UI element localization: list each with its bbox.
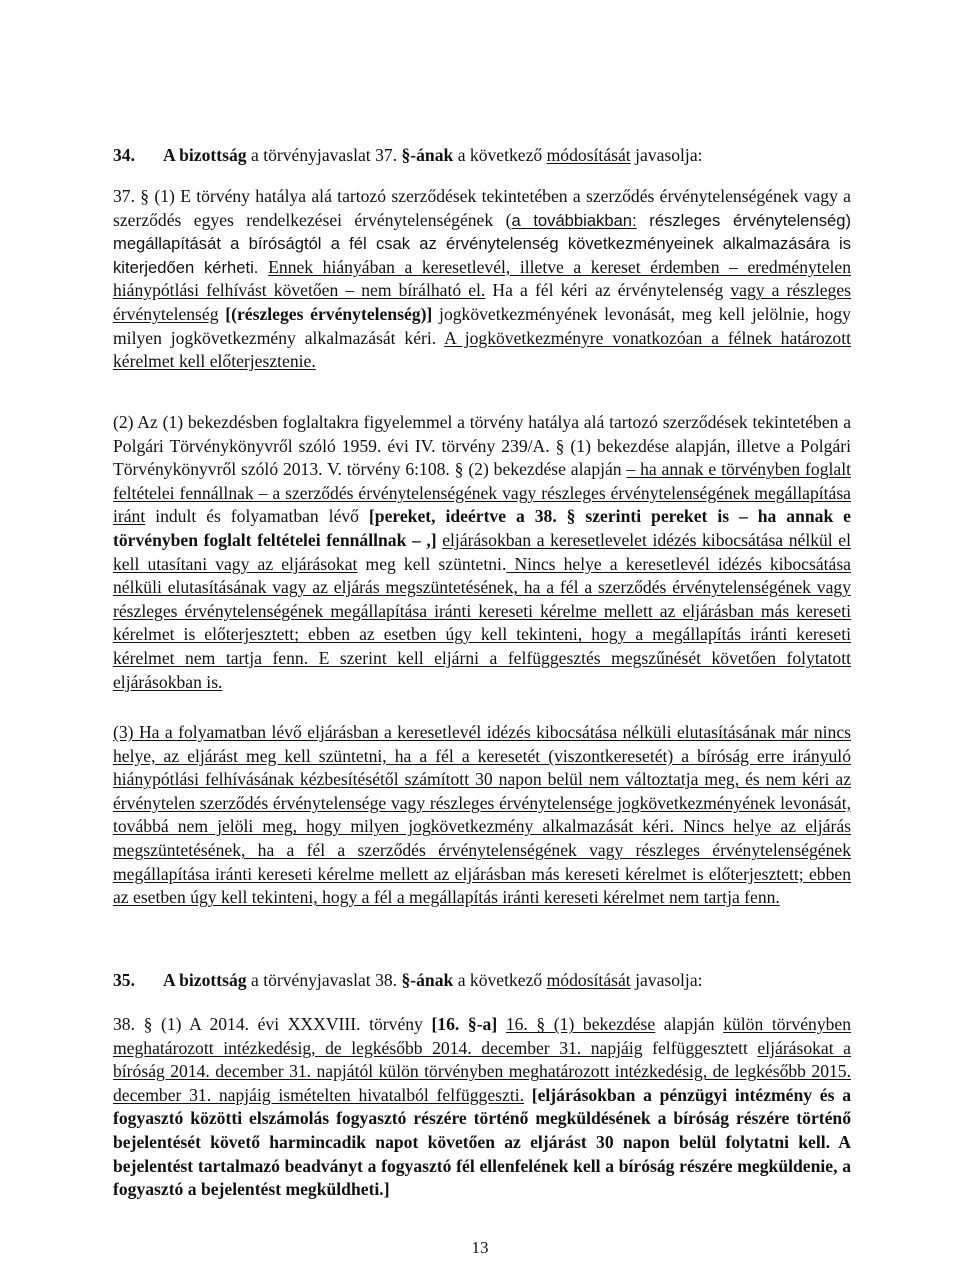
- paragraph-38-1: [113, 1013, 851, 1202]
- heading-text: javasolja:: [635, 970, 703, 990]
- amendment-35-heading: [113, 968, 851, 992]
- text-run: jogkövetkezményének levonását, meg kell jelölnie, hogy milyen jogkövetkezmény alkalmazását kéri.: [113, 303, 851, 348]
- heading-text: a törvényjavaslat 37.: [250, 145, 398, 165]
- heading-text: a következő: [457, 145, 543, 165]
- paragraph-37-3: [113, 721, 851, 910]
- inserted-text: külön törvényben meghatározott intézkedésig, de legkésőbb 2014. december 31. napjáig: [113, 1014, 852, 1058]
- amendment-34-heading: [113, 143, 851, 167]
- committee-label: A bizottság: [163, 970, 247, 990]
- deleted-text: [16. §-a]: [431, 1014, 498, 1034]
- paragraph-37-2: [113, 411, 851, 694]
- paragraph-37-1: [113, 185, 851, 374]
- text-run: Ha a fél kéri az érvénytelenség: [485, 280, 731, 301]
- text-run: meg kell szüntetni.: [357, 553, 507, 574]
- modification-word: módosítását: [546, 970, 631, 990]
- inserted-text: 16. § (1) bekezdése: [505, 1014, 656, 1034]
- inserted-text: Nincs helye a keresetlevél idézés kibocsátása nélküli elutasításának vagy az eljárás megszüntetésének, ha a fél a szerződés érvénytelenségének vagy részleges érvénytelenségének megállapítása iránti kereseti kérelme mellett az eljárásban más kereseti kérelmet is előterjesztett; ebben az esetben úgy kell tekinteni, hogy a megállapítás iránti kereseti kérelmet nem tartja fenn. E szerint kell eljárni a felfüggesztés megszűnését követően folytatott eljárásokban is.: [113, 553, 851, 692]
- heading-text: javasolja:: [635, 145, 703, 165]
- page-number: 13: [471, 1238, 489, 1257]
- deleted-text: [(részleges érvénytelenség)]: [218, 303, 433, 324]
- text-run: részleges érvénytelenség) megállapítását a bíróságtól a fél csak az érvénytelenség következményeinek alkalmazására is kiterjedően kérheti.: [113, 210, 852, 277]
- text-run: indult és folyamatban lévő: [145, 506, 369, 527]
- inserted-text: eljárásokat a bíróság 2014. december 31. napjától külön törvényben meghatározott intézkedésig, de legkésőbb 2015. december 31. napjáig ismételten hivatalból felfüggeszti.: [113, 1037, 851, 1105]
- inserted-text: vagy a részleges érvénytelenség: [113, 280, 852, 324]
- item-number: 35.: [113, 970, 135, 990]
- section-ref: §-ának: [401, 145, 454, 165]
- text-run: [497, 1014, 506, 1034]
- committee-label: A bizottság: [163, 145, 247, 165]
- inserted-text: A jogkövetkezményre vonatkozóan a félnek határozott kérelmet kell előterjesztenie.: [113, 327, 851, 372]
- text-run: (2) Az (1) bekezdésben foglaltakra figyelemmel a törvény hatálya alá tartozó szerződések tekintetében a Polgári Törvénykönyvről szóló 1959. évi IV. törvény 239/A. § (1) bekezdése alapján, illetve a Polgári Törvénykönyvről szóló 2013. V. törvény 6:108. § (2) bekezdése alapján: [113, 412, 851, 480]
- section-ref: §-ának: [401, 970, 454, 990]
- inserted-text: (3) Ha a folyamatban lévő eljárásban a keresetlevél idézés kibocsátása nélküli elutasításának már nincs helye, az eljárást meg kell szüntetni, ha a fél a keresetét (viszontkeresetét) a bíróság erre irányuló hiánypótlási felhívásának kézbesítésétől számított 30 napon belül nem változtatja meg, és nem kéri az érvénytelen szerződés érvénytelensége vagy részleges érvénytelensége jogkövetkezményének levonását, továbbá nem jelöli meg, hogy milyen jogkövetkezmény alkalmazását kéri. Nincs helye az eljárás megszüntetésének, ha a fél a szerződés érvénytelenségének vagy részleges érvénytelenségének megállapítása iránti kereseti kérelme mellett az eljárásban más kereseti kérelmet is előterjesztett; ebben az esetben úgy kell tekinteni, hogy a fél a megállapítás iránti kereseti kérelmet nem tartja fenn.: [113, 722, 851, 908]
- text-run: 37. § (1) E törvény hatálya alá tartozó szerződések tekintetében a szerződés érvénytelenségének vagy a szerződés egyes rendelkezései érvénytelenségének (: [113, 186, 851, 230]
- item-number: 34.: [113, 145, 135, 165]
- deleted-text: [pereket, ideértve a 38. § szerinti pereket is – ha annak e törvényben foglalt feltételei fennállnak – ,]: [113, 506, 851, 550]
- heading-text: a következő: [457, 970, 543, 990]
- modification-word: módosítását: [546, 145, 631, 165]
- deleted-text: [eljárásokban a pénzügyi intézmény és a fogyasztó közötti elszámolás fogyasztó részére történő megküldésének a bíróság részére történő bejelentését követő harmincadik napot követően az eljárást 30 napon belül folytatni kell. A bejelentést tartalmazó beadványt a fogyasztó fél ellenfelének kell a bíróság részére megküldenie, a fogyasztó a bejelentést megküldheti.]: [113, 1084, 851, 1200]
- text-run: alapján: [655, 1014, 724, 1034]
- inserted-text: eljárásokban a keresetlevelet idézés kibocsátása nélkül el kell utasítani vagy az eljárásokat: [113, 529, 851, 574]
- text-run: felfüggesztett: [642, 1037, 758, 1058]
- inserted-text: Ennek hiányában a keresetlevél, illetve a kereset érdemben – eredménytelen hiánypótlási felhívást követően – nem bírálható el.: [113, 256, 851, 301]
- text-run: 38. § (1) A 2014. évi XXXVIII. törvény: [113, 1014, 432, 1034]
- heading-text: a törvényjavaslat 38.: [250, 970, 398, 990]
- inserted-text: a továbbiakban:: [511, 210, 637, 230]
- inserted-text: – ha annak e törvényben foglalt feltételei fennállnak – a szerződés érvénytelenségének vagy részleges érvénytelenségének megállapítása iránt: [113, 459, 851, 527]
